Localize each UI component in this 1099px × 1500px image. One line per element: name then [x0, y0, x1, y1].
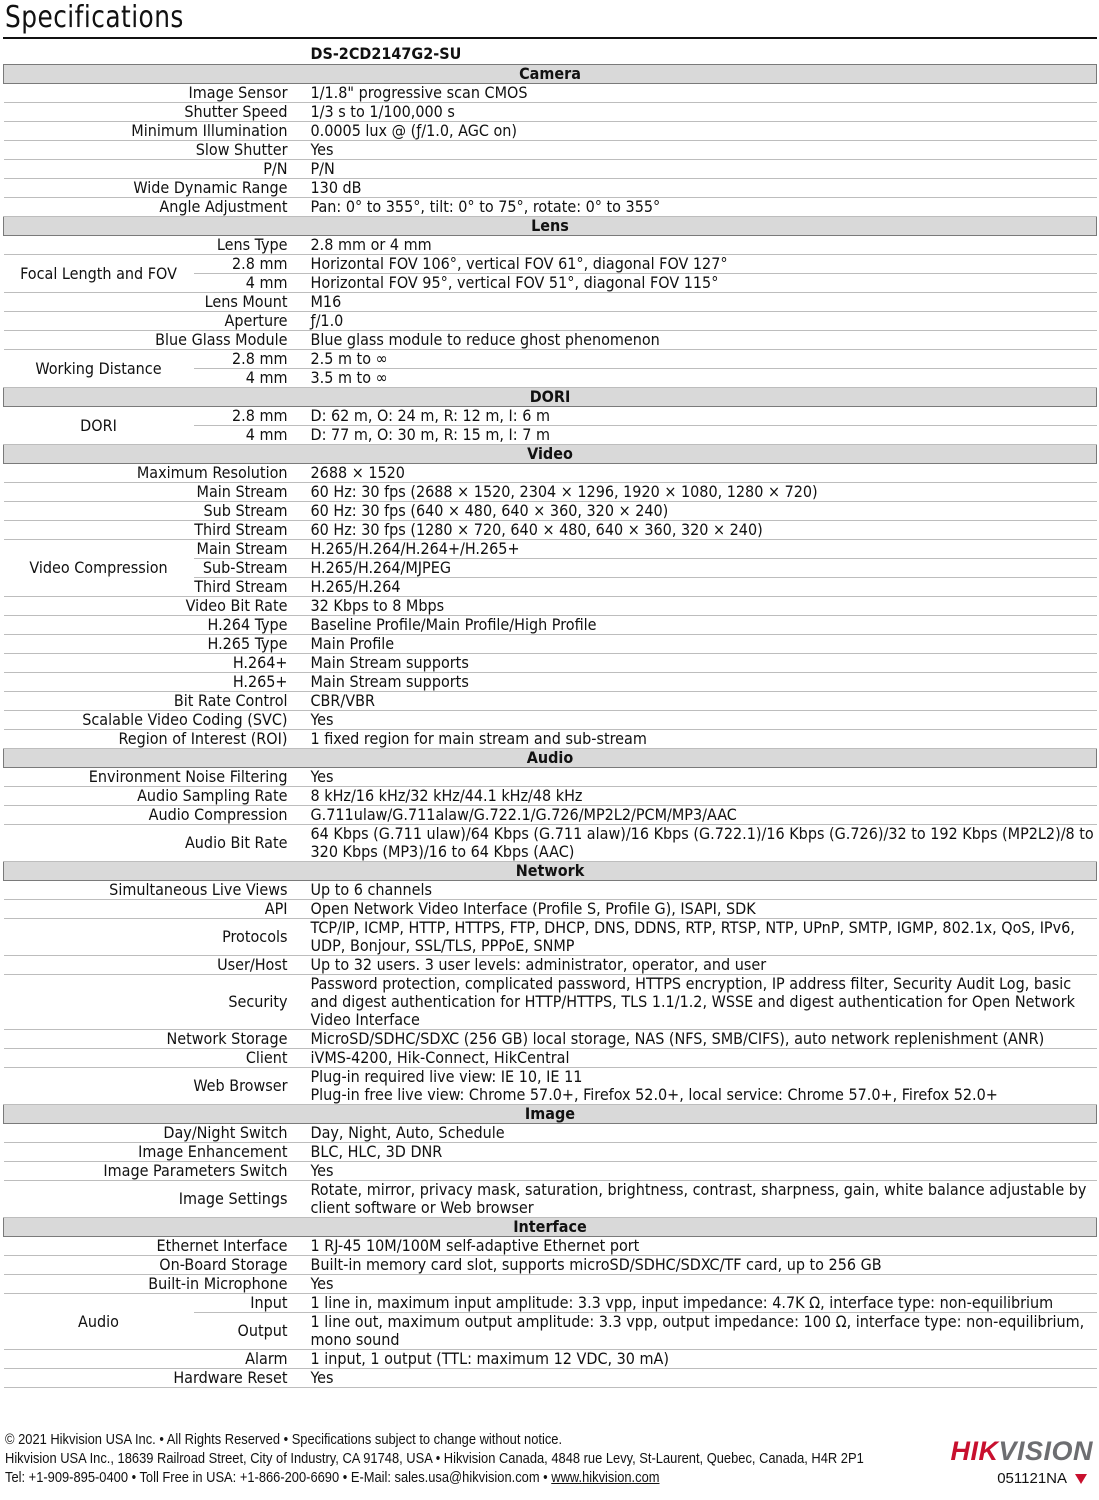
- spec-row: [4, 1124, 1097, 1143]
- section-title: Audio: [4, 749, 1097, 768]
- spec-label: Audio Bit Rate: [4, 825, 308, 862]
- spec-label: Image Sensor: [4, 84, 308, 103]
- spec-group-label: Video Compression: [4, 540, 194, 597]
- section-header: [4, 862, 1097, 881]
- spec-label: Alarm: [4, 1350, 308, 1369]
- spec-value: [308, 236, 1097, 255]
- spec-value: [308, 654, 1097, 673]
- spec-row: [4, 483, 1097, 502]
- spec-value-text: 60 Hz: 30 fps (2688 × 1520, 2304 × 1296, 1920 × 1080, 1280 × 720): [310, 482, 818, 501]
- spec-label: Angle Adjustment: [4, 198, 308, 217]
- spec-row: [4, 1181, 1097, 1218]
- spec-value: [308, 160, 1097, 179]
- spec-value-text: 8 kHz/16 kHz/32 kHz/44.1 kHz/48 kHz: [310, 786, 583, 805]
- section-title: DORI: [4, 388, 1097, 407]
- spec-value-text: Password protection, complicated password, HTTPS encryption, IP address filter, Security Audit Log, basic and digest authentication for HTTP/HTTPS, TLS 1.1/1.2, WSSE and digest authentication for Open Network Video Interface: [310, 974, 1075, 1029]
- spec-row: [4, 919, 1097, 956]
- spec-value: [308, 293, 1097, 312]
- spec-label: Shutter Speed: [4, 103, 308, 122]
- spec-value-text: Rotate, mirror, privacy mask, saturation, brightness, contrast, sharpness, gain, white balance adjustable by client software or Web browser: [310, 1180, 1087, 1217]
- spec-sub-label: Main Stream: [194, 540, 308, 559]
- spec-value-text: Main Stream supports: [310, 653, 469, 672]
- spec-value: [308, 464, 1097, 483]
- spec-value-text: Open Network Video Interface (Profile S, Profile G), ISAPI, SDK: [310, 899, 756, 918]
- spec-value: H.265/H.264: [308, 578, 1097, 597]
- spec-value-text: 2.8 mm or 4 mm: [310, 235, 432, 254]
- spec-label: Image Enhancement: [4, 1143, 308, 1162]
- spec-value: D: 77 m, O: 30 m, R: 15 m, I: 7 m: [308, 426, 1097, 445]
- spec-label: Lens Mount: [4, 293, 308, 312]
- spec-value: [308, 502, 1097, 521]
- spec-label: API: [4, 900, 308, 919]
- footer: [5, 1430, 1004, 1487]
- spec-value-text: Pan: 0° to 355°, tilt: 0° to 75°, rotate: 0° to 355°: [310, 197, 661, 216]
- spec-value-text: Main Profile: [310, 634, 395, 653]
- spec-value: H.265/H.264/MJPEG: [308, 559, 1097, 578]
- spec-row: [4, 1143, 1097, 1162]
- spec-label: Protocols: [4, 919, 308, 956]
- spec-value-text: MicroSD/SDHC/SDXC (256 GB) local storage, NAS (NFS, SMB/CIFS), auto network replenishment (ANR): [310, 1029, 1045, 1048]
- document-number: [997, 1470, 1087, 1487]
- spec-row: [4, 331, 1097, 350]
- spec-value-text: 60 Hz: 30 fps (1280 × 720, 640 × 480, 640 × 360, 320 × 240): [310, 520, 763, 539]
- spec-value-text: 64 Kbps (G.711 ulaw)/64 Kbps (G.711 alaw)/16 Kbps (G.722.1)/16 Kbps (G.726)/32 to 192 Kbps (MP2L2)/8 to 320 Kbps (MP3)/16 to 64 Kbps (AAC): [310, 824, 1094, 861]
- spec-label: H.265+: [4, 673, 308, 692]
- spec-label: Ethernet Interface: [4, 1237, 308, 1256]
- spec-value-text: 2688 × 1520: [310, 463, 405, 482]
- spec-value-text: 0.0005 lux @ (ƒ/1.0, AGC on): [310, 121, 518, 140]
- spec-value: [308, 521, 1097, 540]
- spec-label: P/N: [4, 160, 308, 179]
- spec-label: Sub Stream: [4, 502, 308, 521]
- spec-value-text: Baseline Profile/Main Profile/High Profile: [310, 615, 597, 634]
- spec-label: Day/Night Switch: [4, 1124, 308, 1143]
- spec-row: [4, 502, 1097, 521]
- spec-row: [4, 806, 1097, 825]
- spec-value: [308, 711, 1097, 730]
- spec-value: [308, 1256, 1097, 1275]
- spec-value: [308, 1350, 1097, 1369]
- spec-value-text: G.711ulaw/G.711alaw/G.722.1/G.726/MP2L2/PCM/MP3/AAC: [310, 805, 737, 824]
- spec-label: Maximum Resolution: [4, 464, 308, 483]
- spec-value-text: 60 Hz: 30 fps (640 × 480, 640 × 360, 320 × 240): [310, 501, 669, 520]
- page-title: Specifications: [5, 0, 184, 35]
- section-header: [4, 1105, 1097, 1124]
- spec-label: User/Host: [4, 956, 308, 975]
- copyright-line: © 2021 Hikvision USA Inc. • All Rights Reserved • Specifications subject to change without notice.: [5, 1431, 563, 1448]
- spec-value: [308, 787, 1097, 806]
- spec-value: [308, 1049, 1097, 1068]
- spec-value: [308, 1181, 1097, 1218]
- spec-group-label: Working Distance: [4, 350, 194, 388]
- spec-sub-label: Input: [194, 1294, 308, 1313]
- doc-number-text: 051121NA: [997, 1470, 1067, 1487]
- spec-sub-label: Third Stream: [194, 578, 308, 597]
- spec-value: [308, 1275, 1097, 1294]
- spec-row: [4, 84, 1097, 103]
- spec-value-text: Yes: [310, 767, 334, 786]
- spec-row: [4, 1162, 1097, 1181]
- spec-label: Wide Dynamic Range: [4, 179, 308, 198]
- spec-row: [4, 1237, 1097, 1256]
- section-title: Camera: [4, 65, 1097, 84]
- section-header: [4, 65, 1097, 84]
- spec-label: Image Settings: [4, 1181, 308, 1218]
- website-link[interactable]: www.hikvision.com: [551, 1469, 660, 1486]
- spec-value: [308, 141, 1097, 160]
- spec-value: [308, 179, 1097, 198]
- spec-value: [308, 825, 1097, 862]
- spec-row: [4, 692, 1097, 711]
- spec-label: Lens Type: [4, 236, 308, 255]
- spec-row: [4, 312, 1097, 331]
- spec-value: [308, 1068, 1097, 1105]
- spec-label: Built-in Microphone: [4, 1275, 308, 1294]
- spec-value-text: 1/3 s to 1/100,000 s: [310, 102, 455, 121]
- spec-value: [308, 483, 1097, 502]
- contact-line: [5, 1468, 864, 1487]
- spec-row: [4, 711, 1097, 730]
- spec-group-label: Focal Length and FOV: [4, 255, 194, 293]
- spec-value-text: P/N: [310, 159, 335, 178]
- spec-value: [308, 198, 1097, 217]
- section-title: Network: [4, 862, 1097, 881]
- spec-row: [4, 407, 1097, 426]
- spec-label: Hardware Reset: [4, 1369, 308, 1388]
- spec-row: [4, 198, 1097, 217]
- section-header: [4, 388, 1097, 407]
- spec-row: [4, 1030, 1097, 1049]
- spec-row: [4, 900, 1097, 919]
- spec-row: [4, 160, 1097, 179]
- spec-label: Slow Shutter: [4, 141, 308, 160]
- spec-value-text: Blue glass module to reduce ghost phenomenon: [310, 330, 660, 349]
- spec-value-text: 1/1.8" progressive scan CMOS: [310, 83, 528, 102]
- spec-value-text: Yes: [310, 1368, 334, 1387]
- spec-row: [4, 1068, 1097, 1105]
- spec-value-text: 1 RJ-45 10M/100M self-adaptive Ethernet port: [310, 1236, 640, 1255]
- spec-sub-label: 4 mm: [194, 369, 308, 388]
- spec-row: [4, 1049, 1097, 1068]
- logo-hik: HIK: [950, 1436, 999, 1466]
- spec-row: [4, 881, 1097, 900]
- spec-group-label: Audio: [4, 1294, 194, 1350]
- spec-row: [4, 1294, 1097, 1313]
- spec-value-text: Built-in memory card slot, supports microSD/SDHC/SDXC/TF card, up to 256 GB: [310, 1255, 882, 1274]
- spec-value-text: TCP/IP, ICMP, HTTP, HTTPS, FTP, DHCP, DNS, DDNS, RTP, RTSP, NTP, UPnP, SMTP, IGMP, 802.1x, QoS, IPv6, UDP, Bonjour, SSL/TLS, PPPoE, SNMP: [310, 918, 1075, 955]
- spec-value-text: iVMS-4200, Hik-Connect, HikCentral: [310, 1048, 570, 1067]
- spec-row: [4, 236, 1097, 255]
- spec-row: [4, 1256, 1097, 1275]
- spec-value-text: CBR/VBR: [310, 691, 375, 710]
- spec-value: [308, 919, 1097, 956]
- spec-value: 3.5 m to ∞: [308, 369, 1097, 388]
- spec-label: Third Stream: [4, 521, 308, 540]
- spec-value: [308, 103, 1097, 122]
- spec-value: D: 62 m, O: 24 m, R: 12 m, I: 6 m: [308, 407, 1097, 426]
- spec-value: Horizontal FOV 95°, vertical FOV 51°, diagonal FOV 115°: [308, 274, 1097, 293]
- spec-value-text: Yes: [310, 1274, 334, 1293]
- spec-label: Environment Noise Filtering: [4, 768, 308, 787]
- spec-sub-label: 4 mm: [194, 274, 308, 293]
- spec-row: [4, 975, 1097, 1030]
- address-line: Hikvision USA Inc., 18639 Railroad Street, City of Industry, CA 91748, USA • Hikvision Canada, 4848 rue Levy, St-Laurent, Quebec, Canada, H4R 2P1: [5, 1450, 864, 1467]
- spec-value: [308, 1162, 1097, 1181]
- spec-sub-label: Output: [194, 1313, 308, 1350]
- triangle-down-icon: [1075, 1474, 1087, 1484]
- section-header: [4, 217, 1097, 236]
- spec-sub-label: 2.8 mm: [194, 255, 308, 274]
- spec-label: Simultaneous Live Views: [4, 881, 308, 900]
- spec-value: [308, 122, 1097, 141]
- spec-value: [308, 312, 1097, 331]
- spec-value: 2.5 m to ∞: [308, 350, 1097, 369]
- title-divider: [3, 37, 1097, 39]
- spec-sub-label: 2.8 mm: [194, 350, 308, 369]
- spec-value-text: Up to 32 users. 3 user levels: administrator, operator, and user: [310, 955, 767, 974]
- spec-label: Aperture: [4, 312, 308, 331]
- section-header: [4, 1218, 1097, 1237]
- spec-row: [4, 1350, 1097, 1369]
- spec-row: [4, 141, 1097, 160]
- spec-label: Network Storage: [4, 1030, 308, 1049]
- spec-value: [308, 881, 1097, 900]
- spec-value-text: Plug-in required live view: IE 10, IE 11: [310, 1067, 583, 1086]
- section-title: Interface: [4, 1218, 1097, 1237]
- spec-row: [4, 255, 1097, 274]
- spec-value-text: 1 fixed region for main stream and sub-stream: [310, 729, 647, 748]
- spec-row: [4, 654, 1097, 673]
- spec-value-text: ƒ/1.0: [310, 311, 344, 330]
- spec-value-text: 32 Kbps to 8 Mbps: [310, 596, 445, 615]
- spec-value: [308, 900, 1097, 919]
- spec-value-text: M16: [310, 292, 342, 311]
- spec-row: [4, 730, 1097, 749]
- spec-label: Bit Rate Control: [4, 692, 308, 711]
- spec-value-text: BLC, HLC, 3D DNR: [310, 1142, 443, 1161]
- spec-row: [4, 179, 1097, 198]
- spec-value: [308, 975, 1097, 1030]
- section-title: Image: [4, 1105, 1097, 1124]
- spec-sub-label: 4 mm: [194, 426, 308, 445]
- spec-label: Region of Interest (ROI): [4, 730, 308, 749]
- spec-value: [308, 1369, 1097, 1388]
- spec-group-label: DORI: [4, 407, 194, 445]
- spec-value: 1 line out, maximum output amplitude: 3.3 vpp, output impedance: 100 Ω, interface type: non-equilibrium, mono sound: [308, 1313, 1097, 1350]
- spec-sub-label: Sub-Stream: [194, 559, 308, 578]
- spec-value-text: 1 input, 1 output (TTL: maximum 12 VDC, 30 mA): [310, 1349, 669, 1368]
- spec-value-text: Main Stream supports: [310, 672, 469, 691]
- spec-row: [4, 825, 1097, 862]
- section-header: [4, 749, 1097, 768]
- logo-vision: VISION: [998, 1436, 1093, 1466]
- spec-value: [308, 616, 1097, 635]
- spec-value: [308, 956, 1097, 975]
- spec-row: [4, 597, 1097, 616]
- spec-label: Audio Compression: [4, 806, 308, 825]
- spec-value: [308, 1237, 1097, 1256]
- spec-row: [4, 103, 1097, 122]
- spec-value: [308, 673, 1097, 692]
- spec-value: [308, 1124, 1097, 1143]
- spec-row: [4, 787, 1097, 806]
- spec-value: [308, 331, 1097, 350]
- spec-label: Scalable Video Coding (SVC): [4, 711, 308, 730]
- spec-value-text: Up to 6 channels: [310, 880, 432, 899]
- spec-value-text: Day, Night, Auto, Schedule: [310, 1123, 505, 1142]
- spec-value-text-2: Plug-in free live view: Chrome 57.0+, Firefox 52.0+, local service: Chrome 57.0+, Firefox 52.0+: [310, 1085, 998, 1104]
- spec-row: [4, 521, 1097, 540]
- contact-text: Tel: +1-909-895-0400 • Toll Free in USA: +1-866-200-6690 • E-Mail: sales.usa@hikvision.com •: [5, 1469, 552, 1486]
- spec-label: Client: [4, 1049, 308, 1068]
- spec-value: 1 line in, maximum input amplitude: 3.3 vpp, input impedance: 4.7K Ω, interface type: non-equilibrium: [308, 1294, 1097, 1313]
- spec-label: Security: [4, 975, 308, 1030]
- spec-row: [4, 122, 1097, 141]
- spec-value: [308, 84, 1097, 103]
- spec-label: Blue Glass Module: [4, 331, 308, 350]
- spec-value: H.265/H.264/H.264+/H.265+: [308, 540, 1097, 559]
- spec-value: [308, 692, 1097, 711]
- spec-row: [4, 293, 1097, 312]
- spec-value-text: Yes: [310, 1161, 334, 1180]
- specifications-table: [3, 44, 1097, 1388]
- spec-label: On-Board Storage: [4, 1256, 308, 1275]
- spec-value: [308, 1143, 1097, 1162]
- spec-label: Main Stream: [4, 483, 308, 502]
- spec-sub-label: 2.8 mm: [194, 407, 308, 426]
- spec-value-text: Yes: [310, 140, 334, 159]
- spec-label: H.264+: [4, 654, 308, 673]
- spec-value: [308, 768, 1097, 787]
- spec-value: [308, 806, 1097, 825]
- spec-row: [4, 464, 1097, 483]
- spec-row: [4, 956, 1097, 975]
- spec-row: [4, 350, 1097, 369]
- spec-label: H.264 Type: [4, 616, 308, 635]
- spec-value: [308, 1030, 1097, 1049]
- spec-row: [4, 616, 1097, 635]
- spec-row: [4, 1369, 1097, 1388]
- spec-value: [308, 730, 1097, 749]
- spec-row: [4, 1275, 1097, 1294]
- spec-value-text: 130 dB: [310, 178, 362, 197]
- spec-label: Image Parameters Switch: [4, 1162, 308, 1181]
- hikvision-logo: [950, 1436, 1093, 1467]
- section-title: Lens: [4, 217, 1097, 236]
- spec-row: [4, 768, 1097, 787]
- spec-label: Minimum Illumination: [4, 122, 308, 141]
- spec-label: H.265 Type: [4, 635, 308, 654]
- model-name: DS-2CD2147G2-SU: [308, 44, 1097, 65]
- spec-value: [308, 635, 1097, 654]
- model-row: [4, 44, 1097, 65]
- spec-row: [4, 635, 1097, 654]
- spec-label: Audio Sampling Rate: [4, 787, 308, 806]
- spec-value: [308, 597, 1097, 616]
- spec-row: [4, 673, 1097, 692]
- section-title: Video: [4, 445, 1097, 464]
- spec-value: Horizontal FOV 106°, vertical FOV 61°, diagonal FOV 127°: [308, 255, 1097, 274]
- section-header: [4, 445, 1097, 464]
- spec-value-text: Yes: [310, 710, 334, 729]
- spec-row: [4, 540, 1097, 559]
- spec-label: Web Browser: [4, 1068, 308, 1105]
- spec-label: Video Bit Rate: [4, 597, 308, 616]
